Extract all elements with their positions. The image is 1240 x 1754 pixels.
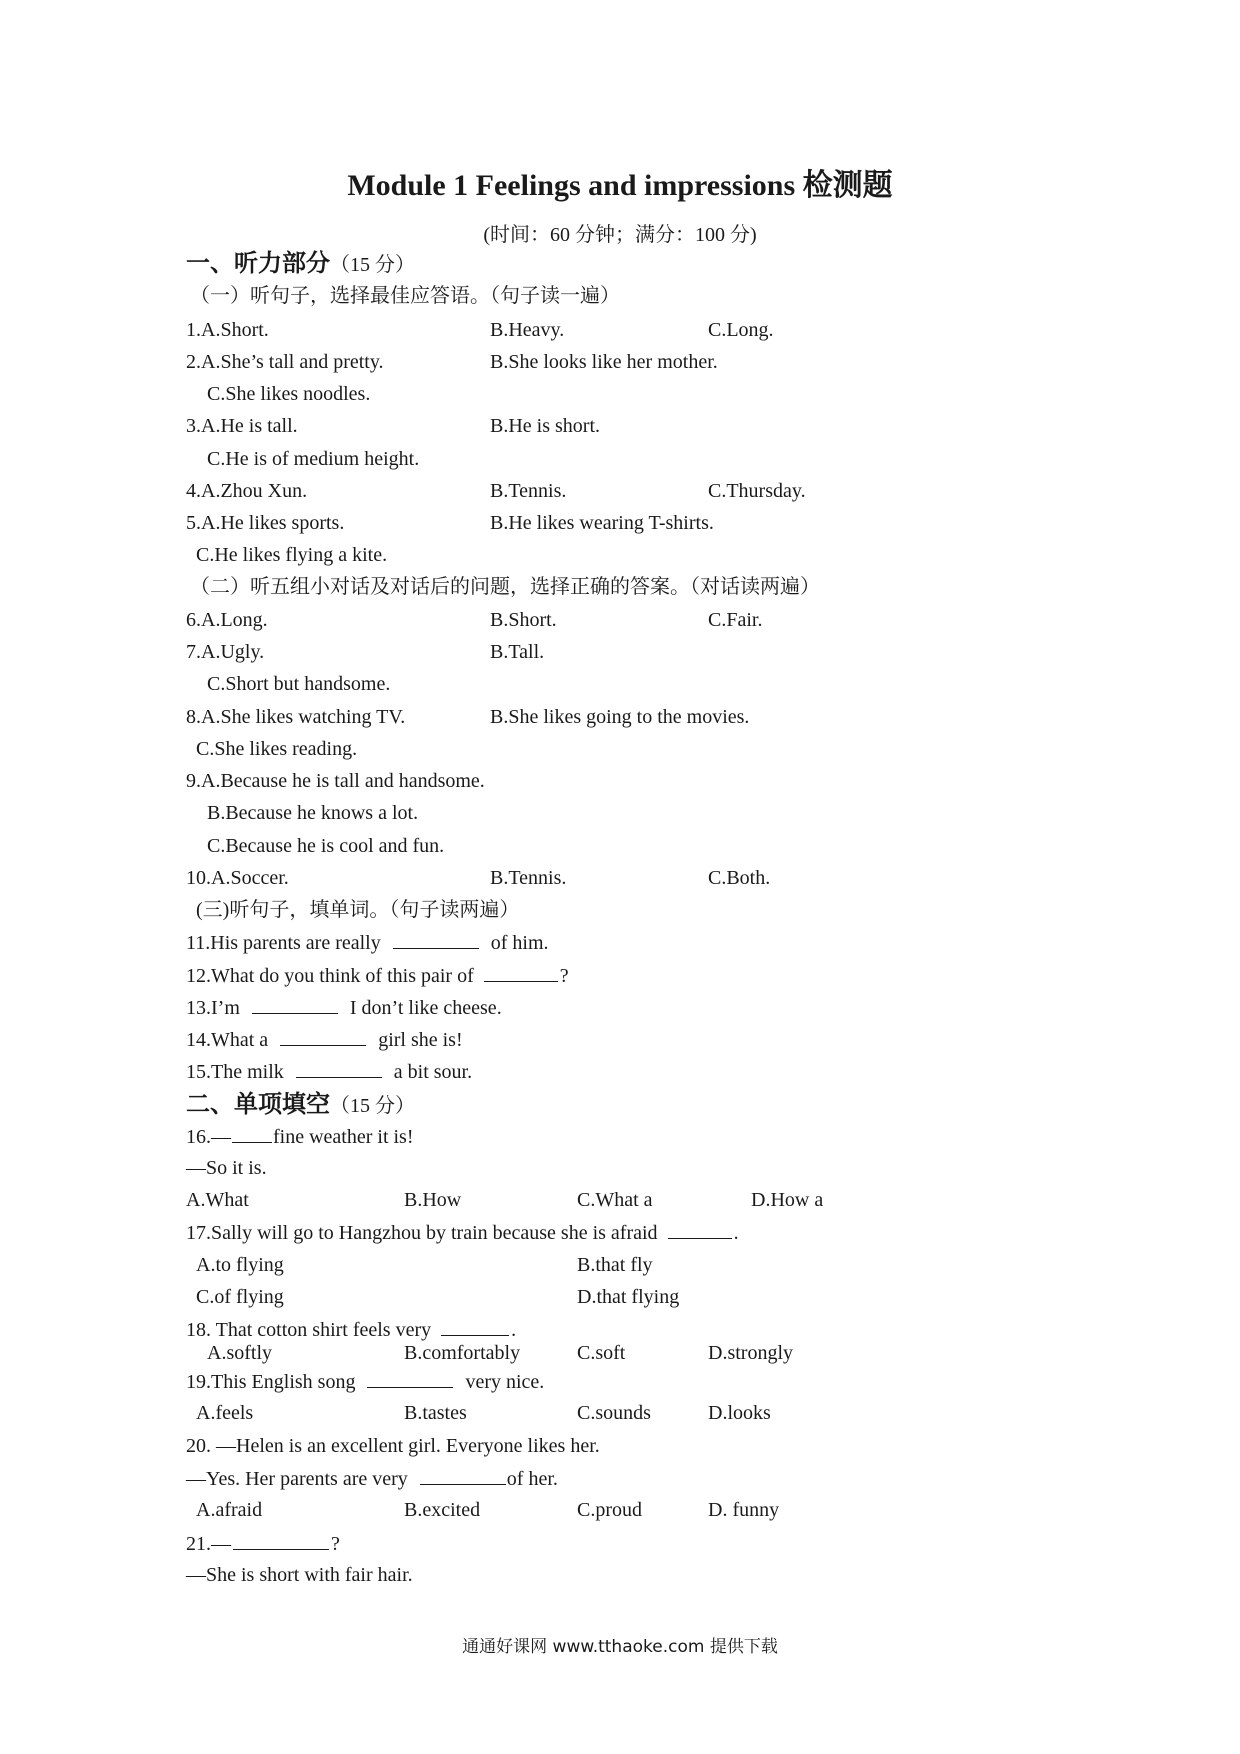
- q1-option-b: B.Heavy.: [490, 319, 565, 341]
- q13-blank[interactable]: [252, 995, 338, 1014]
- q20-option-b: B.excited: [404, 1499, 481, 1521]
- q18-text: 18. That cotton shirt feels very: [186, 1319, 432, 1341]
- q14-text: 14.What a: [186, 1029, 269, 1051]
- q2-option-a: 2.A.She’s tall and pretty.: [186, 351, 384, 373]
- q9-option-c: C.Because he is cool and fun.: [207, 835, 445, 857]
- q18-stem: [186, 1317, 516, 1342]
- q18-option-b: B.comfortably: [404, 1342, 521, 1364]
- q11-text: 11.His parents are really: [186, 932, 381, 954]
- q14-blank[interactable]: [280, 1027, 366, 1046]
- q10-option-c: C.Both.: [708, 867, 771, 889]
- q15-text: 15.The milk: [186, 1061, 284, 1083]
- q6-option-a: 6.A.Long.: [186, 609, 268, 631]
- q18-text-end: .: [511, 1319, 517, 1341]
- q19-option-c: C.sounds: [577, 1402, 651, 1424]
- q7-option-c: C.Short but handsome.: [207, 673, 391, 695]
- page-title: Module 1 Feelings and impressions 检测题: [347, 169, 893, 202]
- q16-option-b: B.How: [404, 1189, 462, 1211]
- q9-option-b: B.Because he knows a lot.: [207, 802, 419, 824]
- q20-stem: 20. —Helen is an excellent girl. Everyone likes her.: [186, 1435, 600, 1457]
- q13: [186, 995, 502, 1020]
- q4-option-a: 4.A.Zhou Xun.: [186, 480, 308, 502]
- q2-option-c: C.She likes noodles.: [207, 383, 371, 405]
- section-heading-text: 二、单项填空: [186, 1092, 330, 1118]
- q14: [186, 1027, 463, 1052]
- q8-option-c: C.She likes reading.: [196, 738, 358, 760]
- section-heading-single-choice: [186, 1091, 415, 1120]
- q8-option-a: 8.A.She likes watching TV.: [186, 706, 406, 728]
- q9-option-a: 9.A.Because he is tall and handsome.: [186, 770, 485, 792]
- q12: [186, 963, 569, 988]
- q5-option-b: B.He likes wearing T-shirts.: [490, 512, 714, 534]
- q6-option-c: C.Fair.: [708, 609, 763, 631]
- q16-text-end: fine weather it is!: [273, 1126, 414, 1148]
- q3-option-c: C.He is of medium height.: [207, 448, 420, 470]
- q12-text: 12.What do you think of this pair of: [186, 965, 474, 987]
- q20-text-end: of her.: [506, 1468, 558, 1490]
- q13-text: 13.I’m: [186, 997, 240, 1019]
- q16-stem: [186, 1124, 414, 1149]
- q17-text-end: .: [733, 1222, 739, 1244]
- q15-text-end: a bit sour.: [393, 1061, 473, 1083]
- q8-option-b: B.She likes going to the movies.: [490, 706, 750, 728]
- part2-instruction: （二）听五组小对话及对话后的问题，选择正确的答案。（对话读两遍）: [190, 576, 820, 598]
- q16-option-a: A.What: [186, 1189, 249, 1211]
- q18-option-d: D.strongly: [708, 1342, 793, 1364]
- q17-text: 17.Sally will go to Hangzhou by train because she is afraid: [186, 1222, 658, 1244]
- q21-blank[interactable]: [233, 1531, 329, 1550]
- q20-text: —Yes. Her parents are very: [186, 1468, 408, 1490]
- page-footer: 通通好课网 www.tthaoke.com 提供下载: [462, 1637, 778, 1657]
- q12-blank[interactable]: [484, 963, 558, 982]
- q17-blank[interactable]: [668, 1220, 732, 1239]
- q15-blank[interactable]: [296, 1059, 382, 1078]
- q17-option-a: A.to flying: [196, 1254, 284, 1276]
- q19-blank[interactable]: [367, 1369, 453, 1388]
- q10-option-a: 10.A.Soccer.: [186, 867, 289, 889]
- q21-stem: [186, 1531, 340, 1556]
- section-points: （15 分）: [330, 254, 415, 276]
- q17-option-b: B.that fly: [577, 1254, 653, 1276]
- q3-option-b: B.He is short.: [490, 415, 600, 437]
- q16-reply: —So it is.: [186, 1157, 267, 1179]
- q18-option-a: A.softly: [207, 1342, 272, 1364]
- section-heading-text: 一、听力部分: [186, 251, 330, 277]
- q5-option-a: 5.A.He likes sports.: [186, 512, 345, 534]
- q20-option-a: A.afraid: [196, 1499, 263, 1521]
- q18-blank[interactable]: [441, 1317, 509, 1336]
- q2-option-b: B.She looks like her mother.: [490, 351, 718, 373]
- q19-stem: [186, 1369, 544, 1394]
- q4-option-b: B.Tennis.: [490, 480, 567, 502]
- q11-text-end: of him.: [490, 932, 549, 954]
- q20-option-d: D. funny: [708, 1499, 780, 1521]
- q20-blank[interactable]: [420, 1466, 506, 1485]
- q10-option-b: B.Tennis.: [490, 867, 567, 889]
- q21-text: 21.—: [186, 1533, 231, 1555]
- q11: [186, 930, 549, 955]
- q15: [186, 1059, 472, 1084]
- q16-blank[interactable]: [232, 1124, 272, 1143]
- q13-text-end: I don’t like cheese.: [349, 997, 502, 1019]
- q21-text-end: ?: [331, 1533, 340, 1555]
- q19-option-a: A.feels: [196, 1402, 254, 1424]
- part3-instruction: (三)听句子，填单词。（句子读两遍）: [196, 899, 520, 921]
- q17-option-c: C.of flying: [196, 1286, 284, 1308]
- q1-option-a: 1.A.Short.: [186, 319, 269, 341]
- q16-option-c: C.What a: [577, 1189, 653, 1211]
- section-heading-listening: [186, 250, 415, 279]
- page-subtitle: (时间：60 分钟；满分：100 分): [483, 224, 757, 246]
- q18-option-c: C.soft: [577, 1342, 626, 1364]
- q12-text-end: ?: [559, 965, 569, 987]
- q11-blank[interactable]: [393, 930, 479, 949]
- q14-text-end: girl she is!: [378, 1029, 463, 1051]
- q17-stem: [186, 1220, 739, 1245]
- q17-option-d: D.that flying: [577, 1286, 680, 1308]
- q7-option-a: 7.A.Ugly.: [186, 641, 265, 663]
- part1-instruction: （一）听句子，选择最佳应答语。（句子读一遍）: [190, 285, 620, 307]
- q19-text-end: very nice.: [465, 1371, 545, 1393]
- q3-option-a: 3.A.He is tall.: [186, 415, 298, 437]
- q5-option-c: C.He likes flying a kite.: [196, 544, 388, 566]
- q19-text: 19.This English song: [186, 1371, 356, 1393]
- q20-option-c: C.proud: [577, 1499, 642, 1521]
- q16-text: 16.—: [186, 1126, 231, 1148]
- q7-option-b: B.Tall.: [490, 641, 545, 663]
- q16-option-d: D.How a: [751, 1189, 824, 1211]
- q6-option-b: B.Short.: [490, 609, 557, 631]
- section-points: （15 分）: [330, 1095, 415, 1117]
- q20-reply: [186, 1466, 558, 1491]
- q4-option-c: C.Thursday.: [708, 480, 806, 502]
- q1-option-c: C.Long.: [708, 319, 774, 341]
- q21-reply: —She is short with fair hair.: [186, 1564, 413, 1586]
- q19-option-d: D.looks: [708, 1402, 771, 1424]
- q19-option-b: B.tastes: [404, 1402, 467, 1424]
